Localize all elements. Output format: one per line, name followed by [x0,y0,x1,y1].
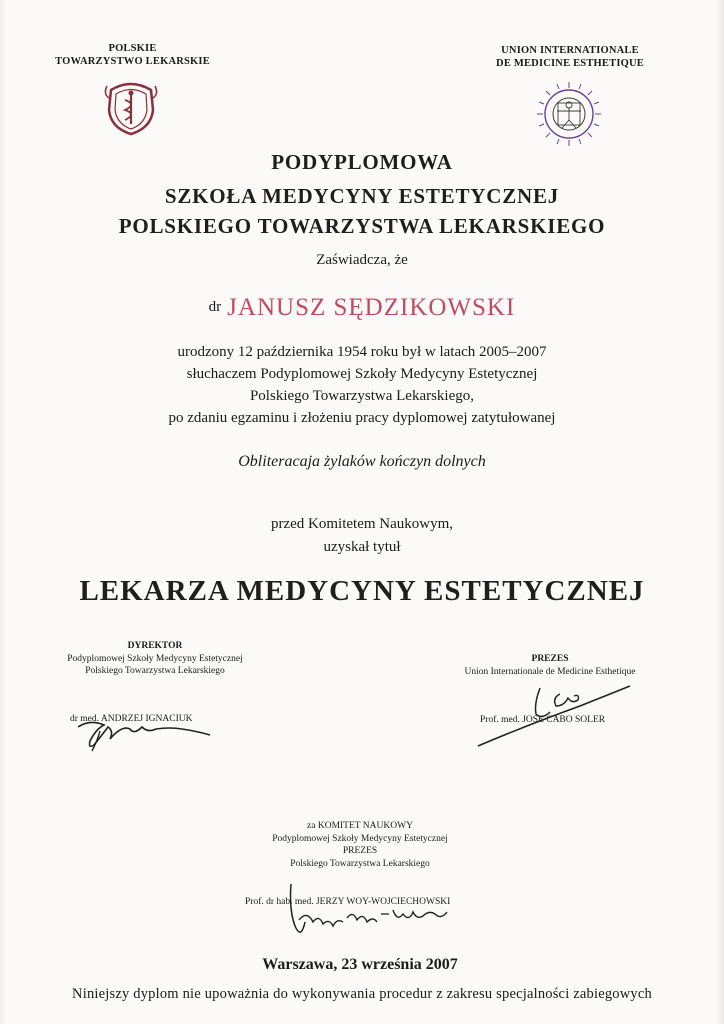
body-line-2: słuchaczem Podyplomowej Szkoły Medycyny Estetycznej [186,366,538,382]
body-line-4: po zdaniu egzaminu i złożeniu pracy dyplomowej zatytułowanej [168,410,556,426]
signatory-left-org-1: Podyplomowej Szkoły Medycyny Estetycznej [67,653,243,664]
degree-title: LEKARZA MEDYCYNY ESTETYCZNEJ [79,575,645,607]
title-line-1: PODYPLOMOWA [271,150,453,174]
signatory-right-role: PREZES [531,654,569,664]
place-and-date: Warszawa, 23 września 2007 [262,956,458,973]
signatory-bottom-fullname: JERZY WOY-WOJCIECHOWSKI [315,897,451,907]
signatory-left-role: DYREKTOR [127,641,183,651]
signatory-bottom-prefix: Prof. dr hab. med. [245,897,314,907]
uime-seal-icon [535,80,603,148]
body-line-1: urodzony 12 października 1954 roku był w latach 2005–2007 [177,344,547,360]
signatory-bottom-line-2: Podyplomowej Szkoły Medycyny Estetycznej [272,833,448,844]
certifies-text: Zaświadcza, że [316,252,408,268]
signatory-bottom-line-1: za KOMITET NAUKOWY [307,821,413,831]
signatory-left-prefix: dr med. [70,714,100,724]
right-org-line-2: DE MEDICINE ESTHETIQUE [496,58,644,69]
body-line-3: Polskiego Towarzystwa Lekarskiego, [249,388,475,404]
signatory-left-org-2: Polskiego Towarzystwa Lekarskiego [85,666,225,676]
recipient [40,294,684,322]
body-text [60,341,664,429]
committee-line-1: przed Komitetem Naukowym, [270,516,454,532]
right-org-line-1: UNION INTERNATIONALE [501,45,639,56]
signatory-bottom-line-4: Polskiego Towarzystwa Lekarskiego [290,858,430,869]
recipient-name: JANUSZ SĘDZIKOWSKI [227,294,516,321]
title-line-2: SZKOŁA MEDYCYNY ESTETYCZNEJ [164,184,560,208]
signatory-left-fullname: ANDRZEJ IGNACIUK [100,714,193,724]
signatory-right [440,653,660,678]
left-org-line-2: TOWARZYSTWO LEKARSKIE [55,56,210,67]
signature-left-icon [70,705,220,755]
thesis-title: Obliteracaja żylaków kończyn dolnych [238,453,486,470]
signatory-right-fullname: JOSE CABO SOLER [522,715,606,725]
title-line-3: POLSKIEGO TOWARZYSTWA LEKARSKIEGO [118,214,606,238]
committee-text [40,513,684,559]
signatory-right-org-1: Union Internationale de Medicine Esthetique [464,666,636,677]
right-organization [465,44,675,70]
signatory-bottom-line-3: PREZES [342,846,378,856]
signatory-left [40,640,270,678]
signatory-right-prefix: Prof. med. [480,715,520,725]
left-organization [40,42,225,68]
left-org-line-1: POLSKIE [108,43,157,54]
signature-right-icon [470,680,640,750]
disclaimer-text: Niniejszy dyplom nie upoważnia do wykonywania procedur z zakresu specjalności zabiegowych [72,986,652,1002]
signature-bottom-icon [285,880,455,950]
committee-line-2: uzyskał tytuł [323,539,401,555]
recipient-prefix: dr [208,299,222,315]
signatory-bottom [200,820,520,870]
ptl-seal-icon [103,80,159,136]
